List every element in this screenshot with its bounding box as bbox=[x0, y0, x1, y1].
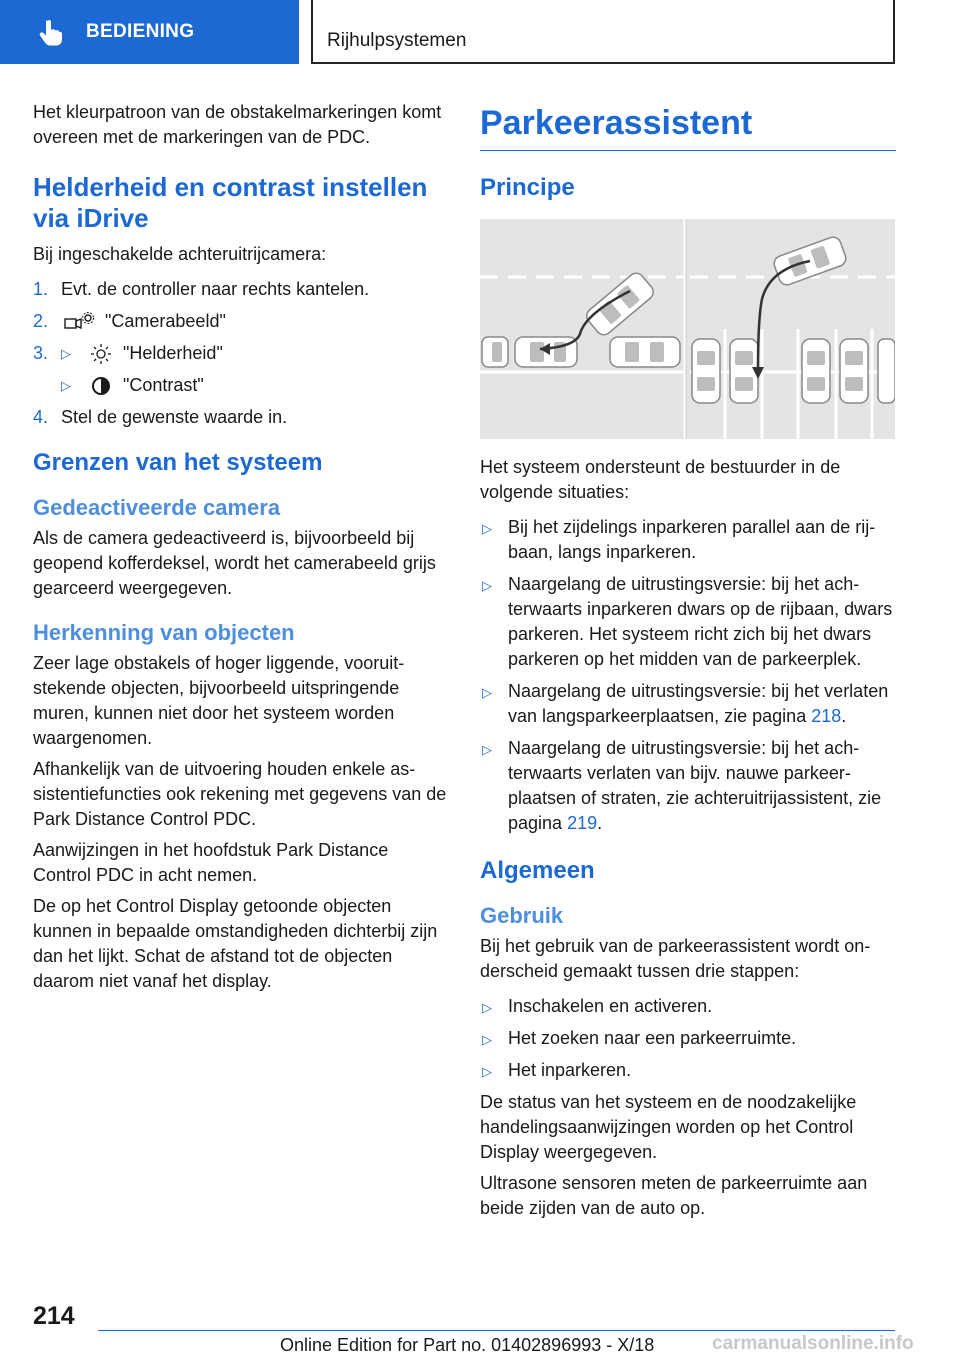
object-detection-text-3: Aanwijzingen in het hoofdstuk Park Distance Control PDC in acht nemen. bbox=[33, 840, 389, 885]
list-item-text: Inschakelen en activeren. bbox=[508, 996, 713, 1016]
page-link-219[interactable]: 219 bbox=[567, 813, 598, 833]
camera-deactivated-text: Als de camera gedeactiveerd is, bijvoorbeeld bij geopend kofferdeksel, wordt het camerabeeld grijs gearceerd weergegeven. bbox=[33, 528, 436, 598]
list-item-text: Naargelang de uitrustingsversie: bij het achterwaarts verlaten van bijv. nauwe parkeerplaatsen of straten, zie achteruitrijassistent, zie pagina bbox=[508, 738, 882, 833]
triangle-bullet-icon: ▷ bbox=[482, 685, 492, 700]
left-column bbox=[33, 100, 449, 1000]
page-link-218[interactable]: 218 bbox=[811, 706, 842, 726]
triangle-bullet-icon: ▷ bbox=[482, 1032, 492, 1047]
parking-diagram bbox=[480, 219, 895, 439]
page-number: 214 bbox=[33, 1302, 75, 1330]
contrast-icon bbox=[89, 375, 113, 397]
step-text: Evt. de controller naar rechts kantelen. bbox=[61, 279, 370, 299]
list-item-end: . bbox=[841, 706, 847, 726]
principle-intro: Het systeem ondersteunt de bestuurder in de volgende situaties: bbox=[480, 457, 841, 502]
chapter-label: Rijhulpsystemen bbox=[327, 30, 467, 51]
usage-intro: Bij het gebruik van de parkeerassistent wordt onderscheid gemaakt tussen drie stappen: bbox=[480, 936, 871, 981]
step-item bbox=[33, 373, 449, 398]
sensor-text: Ultrasone sensoren meten de parkeerruimte aan beide zijden van de auto op. bbox=[480, 1173, 868, 1218]
edition-text: Online Edition for Part no. 01402896993 - X/18 bbox=[280, 1335, 655, 1355]
list-item bbox=[480, 1026, 896, 1051]
heading-brightness: Helderheid en contrast instellen via iDrive bbox=[33, 172, 428, 233]
heading-usage: Gebruik bbox=[480, 903, 564, 928]
situation-list bbox=[480, 515, 896, 836]
brightness-icon bbox=[89, 343, 113, 365]
step-item bbox=[33, 405, 449, 430]
list-item bbox=[480, 994, 896, 1019]
chapter-header bbox=[311, 0, 895, 64]
brightness-intro: Bij ingeschakelde achteruitrijcamera: bbox=[33, 244, 327, 264]
heading-camera-deactivated: Gedeactiveerde camera bbox=[33, 495, 281, 520]
list-item-text: Het zoeken naar een parkeerruimte. bbox=[508, 1028, 797, 1048]
heading-object-detection: Herkenning van objecten bbox=[33, 620, 295, 645]
list-item-text: Het inparkeren. bbox=[508, 1060, 632, 1080]
step-number: 4. bbox=[33, 407, 49, 427]
page-title: Parkeerassistent bbox=[480, 102, 896, 151]
step-text: Stel de gewenste waarde in. bbox=[61, 407, 288, 427]
hand-touch-icon bbox=[36, 17, 66, 47]
step-item bbox=[33, 277, 449, 302]
step-list bbox=[33, 277, 449, 430]
triangle-bullet-icon: ▷ bbox=[61, 378, 71, 393]
object-detection-text-4: De op het Control Display getoonde objecten kunnen in bepaalde omstandigheden dichterbij zijn dan het lijkt. Schat de afstand tot de objecten daarom niet vanaf het display. bbox=[33, 896, 438, 991]
status-text: De status van het systeem en de noodzakelijke handelingsaanwijzingen worden op het Control Display weergegeven. bbox=[480, 1092, 857, 1162]
triangle-bullet-icon: ▷ bbox=[482, 1000, 492, 1015]
step-number: 3. bbox=[33, 343, 49, 363]
list-item-text: Naargelang de uitrustingsversie: bij het verlaten van langsparkeerplaatsen, zie pagina bbox=[508, 681, 889, 726]
object-detection-text-2: Afhankelijk van de uitvoering houden enkele assistentiefuncties ook rekening met gegevens van de Park Distance Control PDC. bbox=[33, 759, 447, 829]
triangle-bullet-icon: ▷ bbox=[482, 578, 492, 593]
parking-illustration bbox=[480, 219, 895, 439]
object-detection-text-1: Zeer lage obstakels of hoger liggende, vooruitstekende objecten, bijvoorbeeld uitspringende muren, kunnen niet door het systeem worden waargenomen. bbox=[33, 653, 405, 748]
right-column bbox=[480, 102, 896, 1227]
section-label: BEDIENING bbox=[86, 21, 195, 42]
list-item bbox=[480, 679, 896, 729]
list-item bbox=[480, 736, 896, 836]
intro-paragraph: Het kleurpatroon van de obstakelmarkeringen komt overeen met de markeringen van de PDC. bbox=[33, 102, 442, 147]
camera-settings-icon bbox=[63, 311, 95, 333]
list-item-end: . bbox=[597, 813, 603, 833]
step-text: "Contrast" bbox=[123, 375, 204, 395]
step-number: 1. bbox=[33, 279, 49, 299]
triangle-bullet-icon: ▷ bbox=[61, 346, 71, 361]
heading-limits: Grenzen van het systeem bbox=[33, 449, 323, 476]
heading-general: Algemeen bbox=[480, 857, 595, 884]
steps-list bbox=[480, 994, 896, 1083]
watermark: carmanualsonline.info bbox=[712, 1333, 914, 1354]
step-text: "Camerabeeld" bbox=[105, 311, 226, 331]
step-number: 2. bbox=[33, 311, 49, 331]
list-item bbox=[480, 515, 896, 565]
triangle-bullet-icon: ▷ bbox=[482, 742, 492, 757]
list-item-text: Naargelang de uitrustingsversie: bij het achterwaarts inparkeren dwars op de rijbaan, dwars parkeren. Het systeem richt zich bij het dwars parkeren op het midden van de parkeerplek. bbox=[508, 574, 893, 669]
step-item bbox=[33, 309, 449, 334]
triangle-bullet-icon: ▷ bbox=[482, 1064, 492, 1079]
section-tab bbox=[0, 0, 299, 64]
list-item-text: Bij het zijdelings inparkeren parallel aan de rijbaan, langs inparkeren. bbox=[508, 517, 876, 562]
list-item bbox=[480, 572, 896, 672]
step-item bbox=[33, 341, 449, 366]
triangle-bullet-icon: ▷ bbox=[482, 521, 492, 536]
footer-divider bbox=[98, 1330, 895, 1331]
step-text: "Helderheid" bbox=[123, 343, 223, 363]
list-item bbox=[480, 1058, 896, 1083]
heading-principle: Principe bbox=[480, 174, 575, 201]
